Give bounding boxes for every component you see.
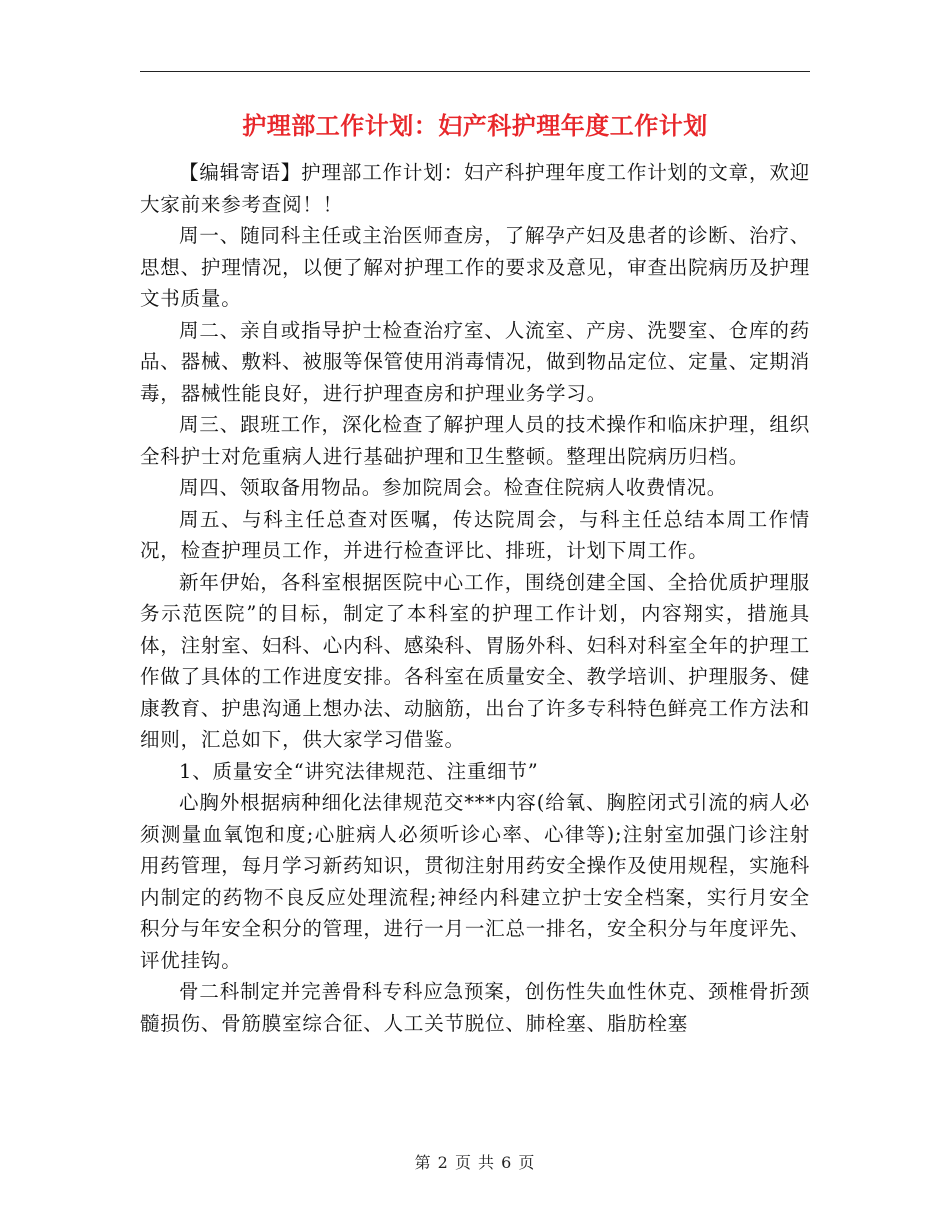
paragraph-cardiothoracic: 心胸外根据病种细化法律规范交***内容(给氧、胸腔闭式引流的病人必须测量血氧饱和度;心脏病人必须听诊心率、心律等);注射室加强门诊注射用药管理，每月学习新药知识，贯彻注射用药安全操作及使用规程，实施科内制定的药物不良反应处理流程;神经内科建立护士安全档案，实行月安全积分与年安全积分的管理，进行一月一汇总一排名，安全积分与年度评先、评优挂钩。 (140, 791, 810, 972)
document-title: 护理部工作计划：妇产科护理年度工作计划 (242, 111, 708, 140)
paragraph-orthopedics: 骨二科制定并完善骨科专科应急预案，创伤性失血性休克、颈椎骨折颈髓损伤、骨筋膜室综合征、人工关节脱位、肺栓塞、脂肪栓塞 (140, 980, 810, 1035)
document-body (140, 157, 810, 1039)
paragraph-thursday: 周四、领取备用物品。参加院周会。检查住院病人收费情况。 (179, 476, 728, 499)
paragraph-wednesday: 周三、跟班工作，深化检查了解护理人员的技术操作和临床护理，组织全科护士对危重病人进行基础护理和卫生整顿。整理出院病历归档。 (140, 413, 810, 468)
paragraph-new-year: 新年伊始，各科室根据医院中心工作，围绕创建全国、全拾优质护理服务示范医院”的目标，制定了本科室的护理工作计划，内容翔实，措施具体，注射室、妇科、心内科、感染科、胃肠外科、妇科对科室全年的护理工作做了具体的工作进度安排。各科室在质量安全、教学培训、护理服务、健康教育、护患沟通上想办法、动脑筋，出台了许多专科特色鲜亮工作方法和细则，汇总如下，供大家学习借鉴。 (140, 570, 810, 751)
paragraph-section-heading: 1、质量安全“讲究法律规范、注重细节” (179, 759, 539, 783)
header-rule (140, 71, 810, 72)
page-footer: 第 2 页 共 6 页 (414, 1153, 536, 1172)
paragraph-friday: 周五、与科主任总查对医嘱，传达院周会，与科主任总结本周工作情况，检查护理员工作，并进行检查评比、排班，计划下周工作。 (140, 507, 810, 562)
paragraph-editor-note: 【编辑寄语】护理部工作计划：妇产科护理年度工作计划的文章，欢迎大家前来参考查阅！！ (140, 161, 810, 216)
paragraph-tuesday: 周二、亲自或指导护士检查治疗室、人流室、产房、洗婴室、仓库的药品、器械、敷料、被服等保管使用消毒情况，做到物品定位、定量、定期消毒，器械性能良好，进行护理查房和护理业务学习。 (140, 318, 810, 405)
paragraph-monday: 周一、随同科主任或主治医师查房，了解孕产妇及患者的诊断、治疗、思想、护理情况，以便了解对护理工作的要求及意见，审查出院病历及护理文书质量。 (140, 224, 810, 310)
